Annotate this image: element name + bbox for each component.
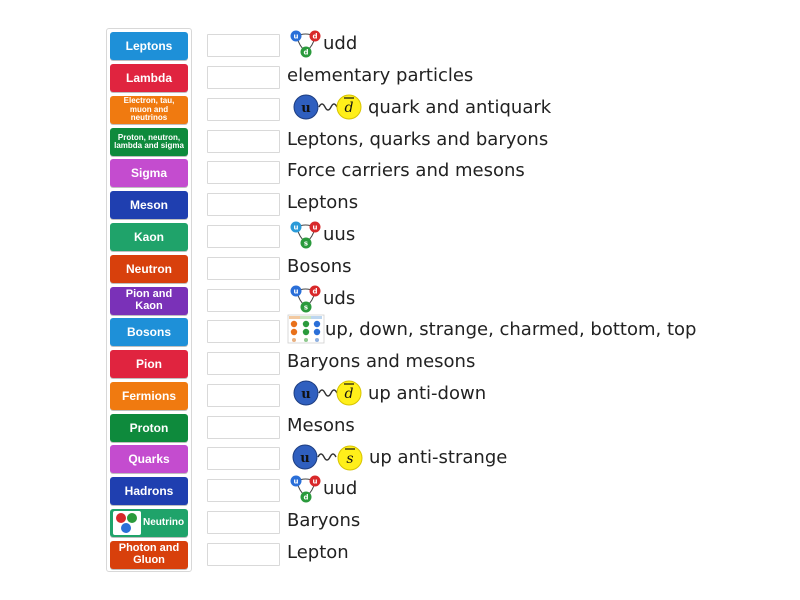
svg-text:u: u [293,223,299,232]
clue-text-6: Leptons [287,191,359,213]
clue-row-17 [287,538,349,566]
baryon-icon [287,28,323,58]
tile-fermions[interactable]: Fermions [110,382,188,410]
svg-text:u: u [312,223,318,232]
tile-pion[interactable]: Pion [110,350,188,378]
drop-slot-2[interactable] [207,66,280,89]
clue-row-4 [287,125,548,153]
baryon-icon [287,283,323,313]
clue-text-10: up, down, strange, charmed, bottom, top [325,318,697,340]
svg-text:d: d [312,287,318,296]
clue-row-15 [287,474,357,502]
clue-text-2: elementary particles [287,64,474,86]
drop-slot-11[interactable] [207,352,280,375]
tile-neutron[interactable]: Neutron [110,255,188,283]
clue-text-1: udd [323,32,358,54]
clue-text-3: quark and antiquark [368,96,552,118]
tile-sigma[interactable]: Sigma [110,159,188,187]
clue-row-7 [287,220,355,248]
svg-text:d: d [303,493,309,502]
drop-slot-15[interactable] [207,479,280,502]
svg-text:u: u [301,101,311,116]
clue-text-4: Leptons, quarks and baryons [287,128,549,150]
drop-slot-4[interactable] [207,130,280,153]
clue-row-8 [287,252,352,280]
drop-slot-7[interactable] [207,225,280,248]
svg-text:d: d [312,32,318,41]
clue-row-10 [287,315,696,343]
meson-icon [291,443,367,471]
tile-proton[interactable]: Proton [110,414,188,442]
svg-text:d: d [344,100,354,116]
clue-text-12: up anti-down [368,382,487,404]
drop-slot-10[interactable] [207,320,280,343]
clue-row-2 [287,61,473,89]
drop-slot-5[interactable] [207,161,280,184]
svg-text:u: u [312,477,318,486]
drop-slot-9[interactable] [207,289,280,312]
tile-meson[interactable]: Meson [110,191,188,219]
drop-slot-17[interactable] [207,543,280,566]
clue-text-16: Baryons [287,509,361,531]
tile-bosons[interactable]: Bosons [110,318,188,346]
quark-grid-icon [287,314,325,344]
neutrino-particle-icon [113,511,141,535]
clue-row-13 [287,411,355,439]
tile-neutrino-label: Neutrino [143,516,185,528]
meson-icon [292,93,366,121]
clue-text-7: uus [323,223,356,245]
tile-kaon[interactable]: Kaon [110,223,188,251]
clue-row-16 [287,506,360,534]
drop-slot-3[interactable] [207,98,280,121]
tile-neutrino[interactable] [110,509,188,537]
clue-row-6 [287,188,358,216]
clue-row-11 [287,347,475,375]
tile-hadrons[interactable]: Hadrons [110,477,188,505]
tile-lambda[interactable]: Lambda [110,64,188,92]
tile-photon-and-gluon[interactable]: Photon and Gluon [110,541,188,569]
drop-slot-1[interactable] [207,34,280,57]
drop-slot-13[interactable] [207,416,280,439]
clue-text-14: up anti-strange [369,446,508,468]
svg-text:s: s [303,239,309,248]
svg-text:s: s [346,451,354,467]
svg-text:u: u [293,477,299,486]
tile-electron-tau-muon-neutrinos[interactable]: Electron, tau, muon and neutrinos [110,96,188,124]
baryon-icon [287,219,323,249]
clue-text-15: uud [323,477,358,499]
clue-row-14 [291,443,507,471]
drop-slot-6[interactable] [207,193,280,216]
clue-text-9: uds [323,287,356,309]
clue-text-13: Mesons [287,414,355,436]
tile-proton-neutron-lambda-sigma[interactable]: Proton, neutron, lambda and sigma [110,128,188,156]
clue-text-5: Force carriers and mesons [287,159,525,181]
clue-row-5 [287,156,525,184]
drop-slot-8[interactable] [207,257,280,280]
tile-quarks[interactable]: Quarks [110,445,188,473]
clue-text-11: Baryons and mesons [287,350,476,372]
clue-row-1 [287,29,357,57]
tile-leptons[interactable]: Leptons [110,32,188,60]
drop-slot-12[interactable] [207,384,280,407]
svg-text:u: u [301,387,311,402]
svg-text:u: u [293,32,299,41]
meson-icon [292,379,366,407]
clue-text-17: Lepton [287,541,349,563]
clue-text-8: Bosons [287,255,352,277]
svg-text:u: u [293,287,299,296]
svg-text:u: u [300,451,310,466]
tile-pion-and-kaon[interactable]: Pion and Kaon [110,287,188,315]
svg-text:s: s [303,303,309,312]
clue-row-3 [292,93,551,121]
svg-text:d: d [344,386,354,402]
clue-row-12 [292,379,486,407]
svg-text:d: d [303,48,309,57]
drop-slot-16[interactable] [207,511,280,534]
clue-row-9 [287,284,355,312]
baryon-icon [287,473,323,503]
drop-slot-14[interactable] [207,447,280,470]
